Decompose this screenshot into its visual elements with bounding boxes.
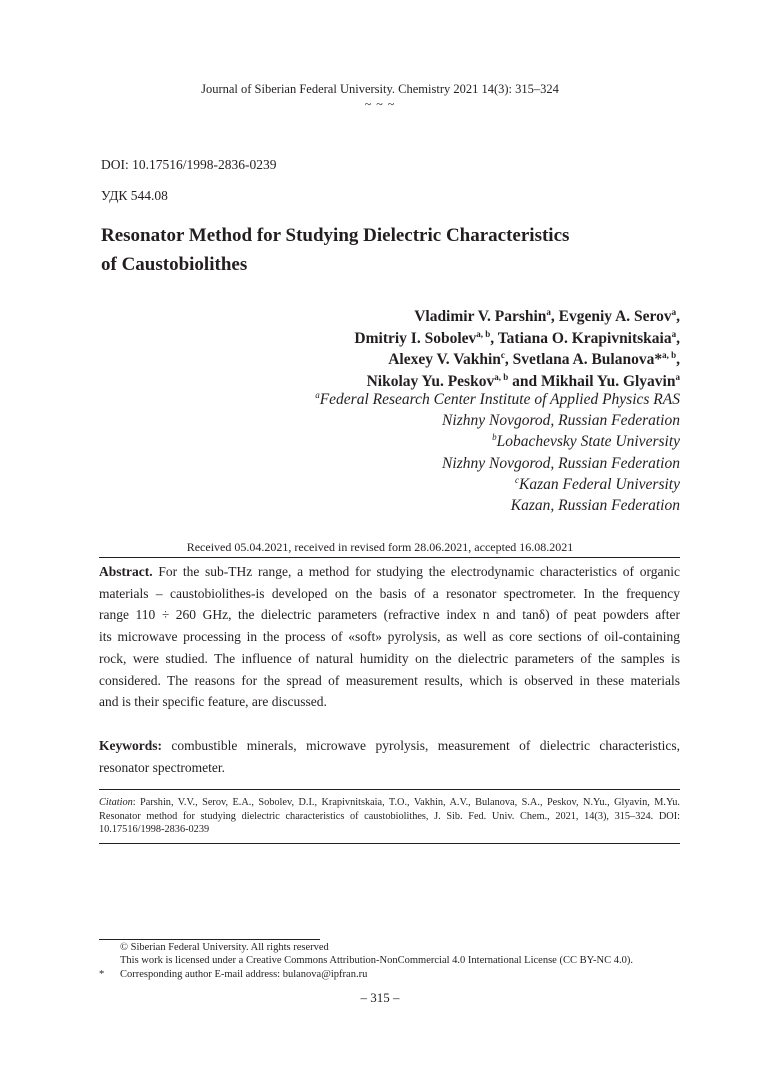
author-name: Tatiana O. Krapivnitskaia — [497, 329, 672, 347]
affiliation-mark: c — [514, 474, 519, 485]
author-affiliation-mark: a — [546, 307, 551, 317]
affiliation-location: Nizhny Novgorod, Russian Federation — [442, 454, 680, 472]
affiliation-institution: Federal Research Center Institute of Applied Physics RAS — [319, 391, 680, 408]
abstract-label: Abstract. — [99, 564, 153, 579]
affiliation-location: Nizhny Novgorod, Russian Federation — [442, 412, 680, 430]
author-name: Alexey V. Vakhin — [388, 351, 501, 368]
corresponding-author-note — [99, 968, 699, 981]
udk-code: УДК 544.08 — [101, 188, 168, 203]
citation-line: Resonator method for studying dielectric characteristics of caustobiolithes, J. Sib. Fed. Univ. Chem., 2021, 14(3), 315–324. DOI: — [99, 810, 680, 822]
divider-top — [99, 557, 680, 558]
keywords — [99, 735, 680, 778]
journal-header: Journal of Siberian Federal University. Chemistry 2021 14(3): 315–324 — [201, 82, 559, 96]
divider-citation-bottom — [99, 843, 680, 844]
author-affiliation-mark: a — [671, 328, 677, 339]
keywords-text: combustible minerals, microwave pyrolysis, measurement of dielectric characteristics, — [162, 738, 680, 753]
keywords-label: Keywords: — [99, 738, 162, 753]
divider-citation-top — [99, 789, 680, 790]
license-note: This work is licensed under a Creative Commons Attribution-NonCommercial 4.0 International License (CC BY-NC 4.0). — [120, 955, 633, 967]
citation-label: Citation — [99, 797, 133, 808]
doi: DOI: 10.17516/1998-2836-0239 — [101, 157, 277, 172]
author-line — [160, 328, 680, 350]
author-affiliation-mark: a, b — [494, 371, 509, 382]
author-name: Dmitriy I. Sobolev — [354, 329, 477, 347]
corresponding-text: Corresponding author E-mail address: bulanova@ipfran.ru — [120, 968, 368, 980]
received-dates: Received 05.04.2021, received in revised form 28.06.2021, accepted 16.08.2021 — [186, 540, 574, 554]
footnote-rule — [99, 939, 320, 940]
paper-title — [101, 221, 661, 279]
abstract-line: its microwave processing in the process of «soft» pyrolysis, as well as core sections of oil-containing — [99, 629, 680, 645]
paper-title-line: Resonator Method for Studying Dielectric Characteristics — [101, 225, 570, 246]
citation-text: : Parshin, V.V., Serov, E.A., Sobolev, D.I., Krapivnitskaia, T.O., Vakhin, A.V., Bulanova, S.A., Peskov, N.Yu., Glyavin, M.Yu. — [132, 797, 680, 808]
author-affiliation-mark: a, b — [662, 350, 677, 360]
keywords-line: resonator spectrometer. — [99, 759, 225, 775]
affiliation-name — [160, 389, 680, 410]
abstract-line: considered. The reasons for the spread of measurement results, which is observed in these materials — [99, 672, 680, 688]
affiliation-mark: a — [315, 390, 320, 400]
affiliation-list — [160, 389, 680, 516]
keywords-line — [99, 735, 680, 757]
author-separator: , — [676, 351, 680, 368]
page-number: – 315 – — [360, 990, 400, 1005]
author-line — [160, 349, 680, 371]
author-list — [160, 306, 680, 392]
author-separator: , — [676, 329, 680, 347]
affiliation-mark: b — [492, 432, 497, 443]
author-name: Nikolay Yu. Peskov — [366, 372, 495, 390]
affiliation-name — [160, 431, 680, 452]
author-name: Vladimir V. Parshin — [414, 308, 547, 325]
author-separator: , — [490, 329, 498, 347]
citation-line — [99, 796, 680, 810]
author-affiliation-mark: c — [500, 350, 505, 360]
abstract-line: rock, were studied. The influence of natural humidity on the dielectric parameters of the samples is — [99, 650, 680, 666]
author-affiliation-mark: a, b — [476, 328, 491, 339]
abstract — [99, 561, 680, 713]
affiliation-institution: Kazan Federal University — [518, 475, 680, 493]
author-affiliation-mark: a — [671, 307, 677, 317]
abstract-line: materials – caustobiolithes-is developed on the basis of a resonator spectrometer. In the frequency — [99, 585, 680, 601]
abstract-line — [99, 561, 680, 583]
author-affiliation-mark: a — [675, 371, 680, 382]
affiliation-institution: Lobachevsky State University — [496, 433, 680, 451]
author-separator: , — [504, 351, 513, 368]
abstract-line: and is their specific feature, are discussed. — [99, 694, 327, 710]
header-ornament: ~ ~ ~ — [364, 97, 396, 111]
citation-line: 10.17516/1998-2836-0239 — [99, 824, 210, 836]
author-name: Svetlana A. Bulanova* — [512, 351, 663, 368]
abstract-line: range 110 ÷ 260 GHz, the dielectric parameters (refractive index n and tanδ) of peat powders after — [99, 607, 680, 623]
footnotes — [99, 941, 699, 981]
affiliation-name — [160, 474, 680, 495]
paper-title-line: of Caustobiolithes — [101, 254, 248, 275]
abstract-text: For the sub-THz range, a method for studying the electrodynamic characteristics of organic — [152, 564, 680, 579]
author-separator: , — [550, 308, 559, 325]
citation — [99, 796, 680, 837]
affiliation-location: Kazan, Russian Federation — [510, 497, 680, 515]
author-line — [160, 306, 680, 328]
author-name: Mikhail Yu. Glyavin — [540, 372, 676, 390]
copyright-note: © Siberian Federal University. All rights reserved — [120, 942, 329, 953]
corresponding-mark: * — [99, 968, 105, 980]
author-name: Evgeniy A. Serov — [558, 308, 672, 325]
author-separator: , — [676, 308, 680, 325]
author-separator: and — [508, 372, 541, 390]
